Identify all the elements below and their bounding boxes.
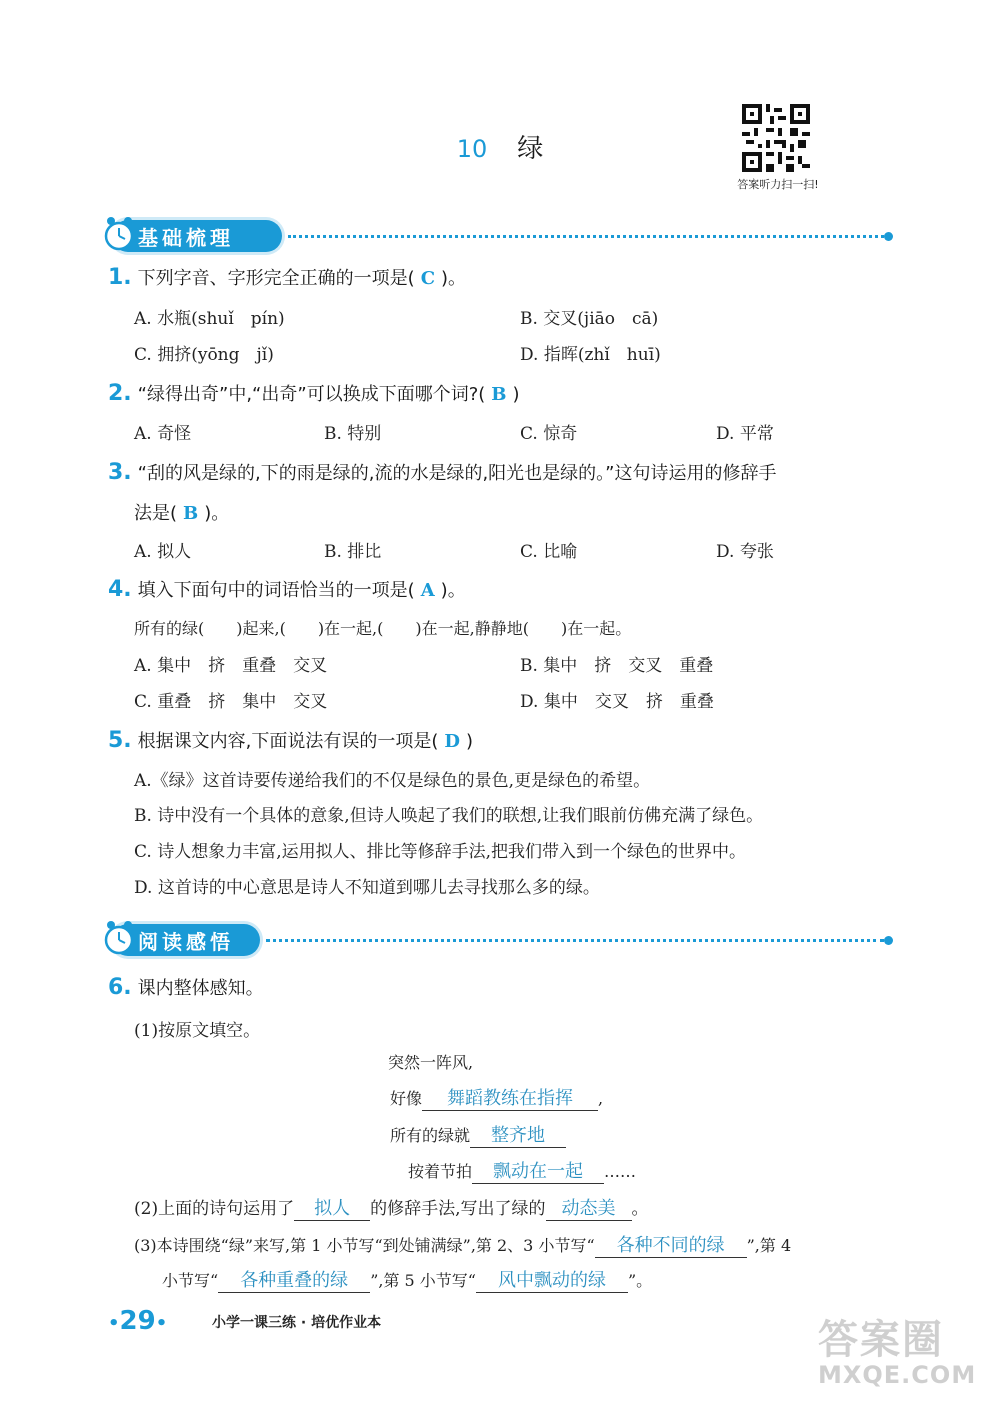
section-label: 基础梳理: [138, 226, 234, 250]
option-c: C. 拥挤(yōng jǐ): [134, 345, 274, 365]
question-text-end: )。: [204, 503, 230, 524]
divider-end-dot: [884, 232, 893, 241]
answer-mark: A: [420, 580, 435, 601]
question-4: [108, 576, 466, 602]
option-a: A. 集中 挤 重叠 交叉: [134, 656, 328, 676]
question-text: 下列字音、字形完全正确的一项是(: [137, 268, 415, 289]
part-text: (2)上面的诗句运用了: [134, 1199, 295, 1219]
option-c: C. 惊奇: [520, 424, 578, 444]
option-d: D. 夸张: [716, 542, 774, 562]
part-text: ”,第 5 小节写“: [370, 1271, 476, 1290]
option-d: D. 这首诗的中心意思是诗人不知道到哪儿去寻找那么多的绿。: [134, 878, 600, 898]
question-text-end: ): [466, 731, 474, 752]
option-d: D. 集中 交叉 挤 重叠: [520, 692, 714, 712]
watermark: [818, 1308, 976, 1389]
answer-blank: 整齐地: [470, 1121, 566, 1148]
question-text: 根据课文内容,下面说法有误的一项是(: [137, 731, 439, 752]
section-header-basics: [104, 214, 894, 254]
question-text-end: )。: [441, 268, 467, 289]
question-2: [108, 380, 520, 406]
question-5: [108, 727, 473, 753]
option-a: A. 拟人: [134, 542, 192, 562]
alarm-clock-icon: [104, 918, 138, 958]
question-number: 6.: [108, 975, 132, 1000]
answer-mark: D: [444, 731, 461, 752]
part-3-line-2: [162, 1266, 652, 1293]
poem-line-1: 突然一阵风,: [388, 1053, 474, 1072]
answer-mark: B: [183, 503, 199, 524]
page-number-value: 29: [119, 1306, 156, 1336]
question-text: “刮的风是绿的,下的雨是绿的,流的水是绿的,阳光也是绿的。”这句诗运用的修辞手: [137, 463, 777, 484]
poem-text: 所有的绿就: [390, 1126, 471, 1145]
part-1-label: (1)按原文填空。: [134, 1021, 261, 1041]
answer-blank: 拟人: [294, 1194, 370, 1221]
option-a: A.《绿》这首诗要传递给我们的不仅是绿色的景色,更是绿色的希望。: [134, 771, 651, 791]
bullet-right: •: [155, 1313, 168, 1334]
lesson-name: 绿: [517, 134, 544, 164]
answer-blank: 风中飘动的绿: [476, 1266, 628, 1293]
lesson-number: 10: [456, 135, 488, 163]
option-b: B. 排比: [324, 542, 382, 562]
question-text: 法是(: [134, 503, 178, 524]
option-b: B. 交叉(jiāo cā): [520, 309, 659, 329]
question-text: 课内整体感知。: [137, 978, 264, 999]
watermark-line-2: MXQE.COM: [818, 1361, 977, 1389]
option-b: B. 集中 挤 交叉 重叠: [520, 656, 714, 676]
dotted-divider: [288, 235, 884, 238]
answer-blank: 飘动在一起: [472, 1157, 604, 1184]
book-title: 小学一课三练 · 培优作业本: [212, 1315, 382, 1331]
option-d: D. 平常: [716, 424, 774, 444]
poem-text: ……: [604, 1162, 637, 1181]
option-b: B. 特别: [324, 424, 382, 444]
answer-blank: 各种重叠的绿: [218, 1266, 370, 1293]
question-3-line-2: [134, 499, 229, 525]
bullet-left: •: [108, 1313, 120, 1334]
dotted-divider: [266, 939, 884, 942]
question-1: [108, 264, 466, 290]
part-text: ”。: [628, 1271, 653, 1290]
part-2: [134, 1194, 649, 1221]
poem-text: 好像: [390, 1089, 423, 1108]
option-a: A. 奇怪: [134, 424, 192, 444]
option-d: D. 指晖(zhǐ huī): [520, 345, 661, 365]
question-3: [108, 459, 776, 485]
page-number: [108, 1306, 167, 1336]
poem-line-2: [390, 1084, 603, 1111]
part-text: 小节写“: [162, 1271, 219, 1290]
question-number: 5.: [108, 728, 132, 753]
option-c: C. 比喻: [520, 542, 578, 562]
question-number: 2.: [108, 381, 132, 406]
watermark-line-1: 答案圈: [818, 1317, 944, 1363]
answer-blank: 动态美: [546, 1194, 632, 1221]
part-text: 的修辞手法,写出了绿的: [370, 1199, 546, 1219]
question-number: 1.: [108, 265, 132, 290]
fill-sentence: 所有的绿( )起来,( )在一起,( )在一起,静静地( )在一起。: [134, 619, 632, 638]
option-b: B. 诗中没有一个具体的意象,但诗人唤起了我们的联想,让我们眼前仿佛充满了绿色。: [134, 806, 764, 826]
section-header-reading: [104, 918, 894, 958]
question-text: 填入下面句中的词语恰当的一项是(: [137, 580, 415, 601]
poem-text: ,: [598, 1089, 604, 1108]
option-c: C. 诗人想象力丰富,运用拟人、排比等修辞手法,把我们带入到一个绿色的世界中。: [134, 842, 747, 862]
answer-mark: C: [420, 268, 436, 289]
question-text: “绿得出奇”中,“出奇”可以换成下面哪个词?(: [137, 384, 486, 405]
lesson-title: [0, 128, 1000, 165]
poem-text: 按着节拍: [408, 1162, 473, 1181]
option-a: A. 水瓶(shuǐ pín): [134, 309, 285, 329]
answer-blank: 舞蹈教练在指挥: [422, 1084, 598, 1111]
question-text-end: )。: [440, 580, 466, 601]
answer-blank: 各种不同的绿: [595, 1231, 747, 1258]
poem-line-3: [390, 1121, 566, 1148]
qr-caption: 答案听力扫一扫!: [737, 178, 819, 191]
answer-mark: B: [491, 384, 507, 405]
part-text: (3)本诗围绕“绿”来写,第 1 小节写“到处铺满绿”,第 2、3 小节写“: [134, 1236, 595, 1255]
question-text-end: ): [512, 384, 520, 405]
section-label: 阅读感悟: [138, 930, 234, 954]
poem-line-4: [408, 1157, 636, 1184]
part-text: 。: [631, 1199, 649, 1219]
option-c: C. 重叠 挤 集中 交叉: [134, 692, 328, 712]
question-6: [108, 974, 264, 1000]
question-number: 3.: [108, 460, 132, 485]
divider-end-dot: [884, 936, 893, 945]
part-text: ”,第 4: [746, 1236, 792, 1255]
qr-code-icon[interactable]: [742, 104, 810, 172]
part-3-line-1: [134, 1231, 791, 1258]
question-number: 4.: [108, 577, 132, 602]
alarm-clock-icon: [104, 214, 138, 254]
